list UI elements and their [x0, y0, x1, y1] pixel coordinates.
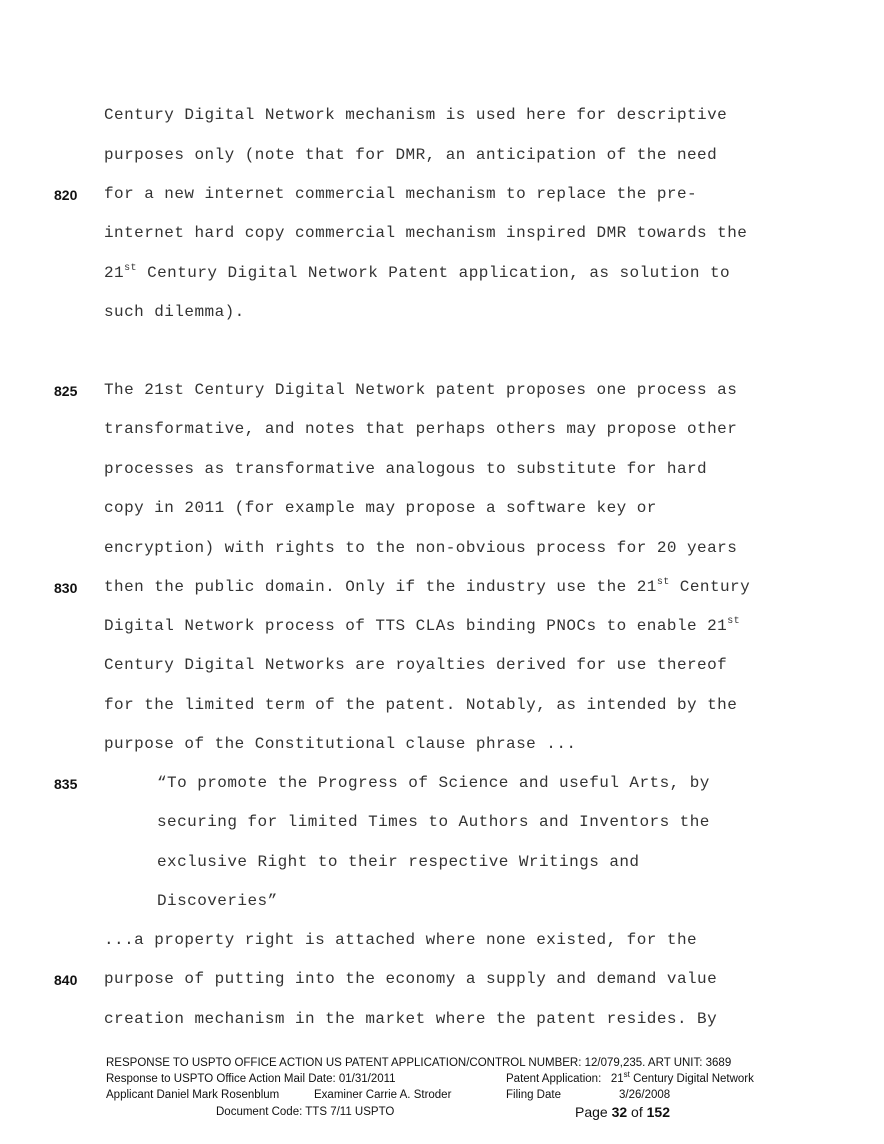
footer-examiner: Examiner Carrie A. Stroder: [314, 1089, 452, 1101]
text-line: [104, 735, 576, 753]
text-segment: for the limited term of the patent. Notably, as intended by the: [104, 696, 738, 714]
line-number: 830: [54, 580, 78, 596]
text-segment: purpose of the Constitutional clause phrase ...: [104, 735, 577, 753]
text-segment: The 21st Century Digital Network patent proposes one process as: [104, 381, 738, 399]
text-line: [157, 892, 278, 910]
text-line: [104, 224, 747, 242]
footer-mail-date: Response to USPTO Office Action Mail Date: 01/31/2011: [106, 1073, 396, 1085]
text-line: [157, 813, 710, 831]
text-segment: exclusive Right to their respective Writings and: [157, 853, 640, 871]
text-line: [104, 1010, 717, 1028]
text-segment: purpose of putting into the economy a supply and demand value: [104, 970, 718, 988]
text-segment: “To promote the Progress of Science and useful Arts, by: [157, 774, 710, 792]
text-line: [104, 970, 717, 988]
text-line: [104, 578, 750, 596]
text-line: [104, 303, 245, 321]
text-line: [104, 185, 697, 203]
text-segment: encryption) with rights to the non-obvious process for 20 years: [104, 539, 738, 557]
text-line: [104, 617, 740, 635]
text-segment: Century Digital Network Patent application, as solution to: [137, 264, 731, 282]
text-line: [104, 264, 730, 282]
text-segment: then the public domain. Only if the industry use the 21: [104, 578, 657, 596]
ordinal-suffix: st: [124, 263, 138, 274]
text-line: [104, 539, 737, 557]
text-segment: transformative, and notes that perhaps others may propose other: [104, 420, 738, 438]
text-segment: processes as transformative analogous to substitute for hard: [104, 460, 708, 478]
text-line: [104, 146, 717, 164]
footer-patent-application: Patent Application: 21st Century Digital Network: [506, 1070, 754, 1085]
footer-applicant: Applicant Daniel Mark Rosenblum: [106, 1089, 280, 1101]
text-segment: purposes only (note that for DMR, an anticipation of the need: [104, 146, 718, 164]
text-line: [157, 853, 639, 871]
text-segment: copy in 2011 (for example may propose a software key or: [104, 499, 657, 517]
footer-application-line: RESPONSE TO USPTO OFFICE ACTION US PATENT APPLICATION/CONTROL NUMBER: 12/079,235. ART UNIT: 3689: [106, 1057, 732, 1069]
line-number: 840: [54, 972, 78, 988]
text-segment: Century Digital Networks are royalties derived for use thereof: [104, 656, 728, 674]
text-line: [104, 460, 707, 478]
text-segment: Discoveries”: [157, 892, 278, 910]
text-line: [157, 774, 710, 792]
text-segment: creation mechanism in the market where the patent resides. By: [104, 1010, 718, 1028]
footer-filing-label: Filing Date: [506, 1089, 561, 1101]
text-line: [104, 381, 737, 399]
text-segment: internet hard copy commercial mechanism inspired DMR towards the: [104, 224, 748, 242]
text-segment: Century: [669, 578, 751, 596]
text-line: [104, 106, 727, 124]
footer-document-code: Document Code: TTS 7/11 USPTO: [216, 1106, 395, 1118]
ordinal-suffix: st: [727, 616, 741, 627]
ordinal-suffix: st: [656, 577, 670, 588]
footer-page-number: Page 32 of 152: [575, 1104, 670, 1120]
text-segment: for a new internet commercial mechanism to replace the pre-: [104, 185, 698, 203]
line-number: 820: [54, 187, 78, 203]
text-segment: ...a property right is attached where none existed, for the: [104, 931, 698, 949]
text-segment: securing for limited Times to Authors and Inventors the: [157, 813, 710, 831]
text-line: [104, 656, 727, 674]
text-segment: 21: [104, 264, 125, 282]
text-line: [104, 499, 657, 517]
text-line: [104, 931, 697, 949]
text-line: [104, 420, 737, 438]
text-segment: Century Digital Network mechanism is used here for descriptive: [104, 106, 728, 124]
line-number: 835: [54, 776, 78, 792]
text-segment: such dilemma).: [104, 303, 245, 321]
footer-filing-date: 3/26/2008: [619, 1089, 671, 1101]
line-number: 825: [54, 383, 78, 399]
text-segment: Digital Network process of TTS CLAs binding PNOCs to enable 21: [104, 617, 728, 635]
text-line: [104, 696, 737, 714]
